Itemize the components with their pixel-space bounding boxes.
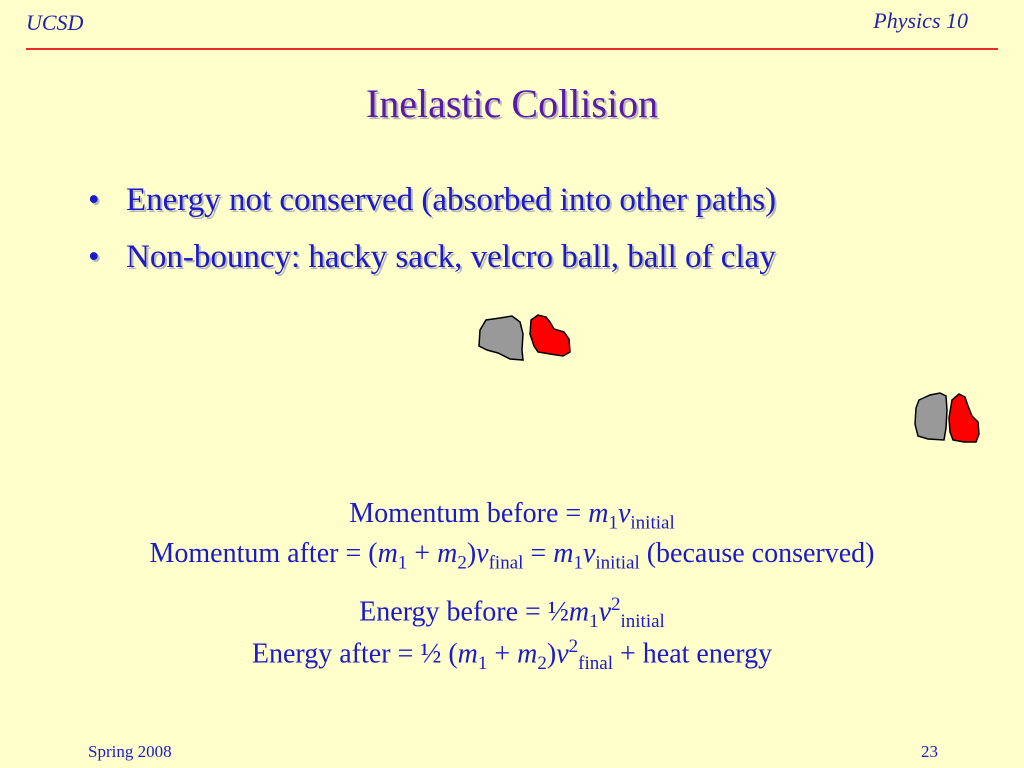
red-blob bbox=[530, 315, 570, 356]
header-right-label: Physics 10 bbox=[873, 8, 968, 33]
gray-blob bbox=[479, 316, 523, 360]
slide-title: Inelastic Collision bbox=[365, 81, 659, 126]
bullet-item bbox=[88, 172, 776, 229]
header-divider bbox=[26, 48, 998, 50]
bullet-text: Non-bouncy: hacky sack, velcro ball, ball of clay bbox=[126, 239, 776, 275]
equation-energy-before: Energy before = $\frac{1}{2}m_1v^2_{initial}$ bbox=[359, 594, 665, 632]
equation-momentum-after: Momentum after = $(m_1 + m_2)v_{final} = m_1v_{initial}$ (because conserved) bbox=[149, 538, 875, 574]
colliding-blobs-after bbox=[912, 390, 984, 446]
equation-energy-after: Energy after = ½ $(m_1 + m_2)v^2_{final}$ + heat energy bbox=[251, 636, 773, 674]
equation-momentum-before: Momentum before = $m_1v_{initial}$ bbox=[349, 498, 675, 534]
bullet-marker: • bbox=[88, 182, 100, 218]
slide-number: 23 bbox=[921, 742, 938, 761]
gray-blob bbox=[915, 393, 947, 440]
bullet-text: Energy not conserved (absorbed into other paths) bbox=[126, 182, 777, 218]
header-left-label: UCSD bbox=[26, 10, 84, 35]
red-blob bbox=[949, 394, 979, 442]
bullet-marker: • bbox=[88, 239, 100, 275]
bullet-list bbox=[88, 172, 776, 286]
footer-date: Spring 2008 bbox=[88, 742, 172, 761]
colliding-blobs-before bbox=[476, 312, 576, 364]
bullet-item bbox=[88, 229, 776, 286]
